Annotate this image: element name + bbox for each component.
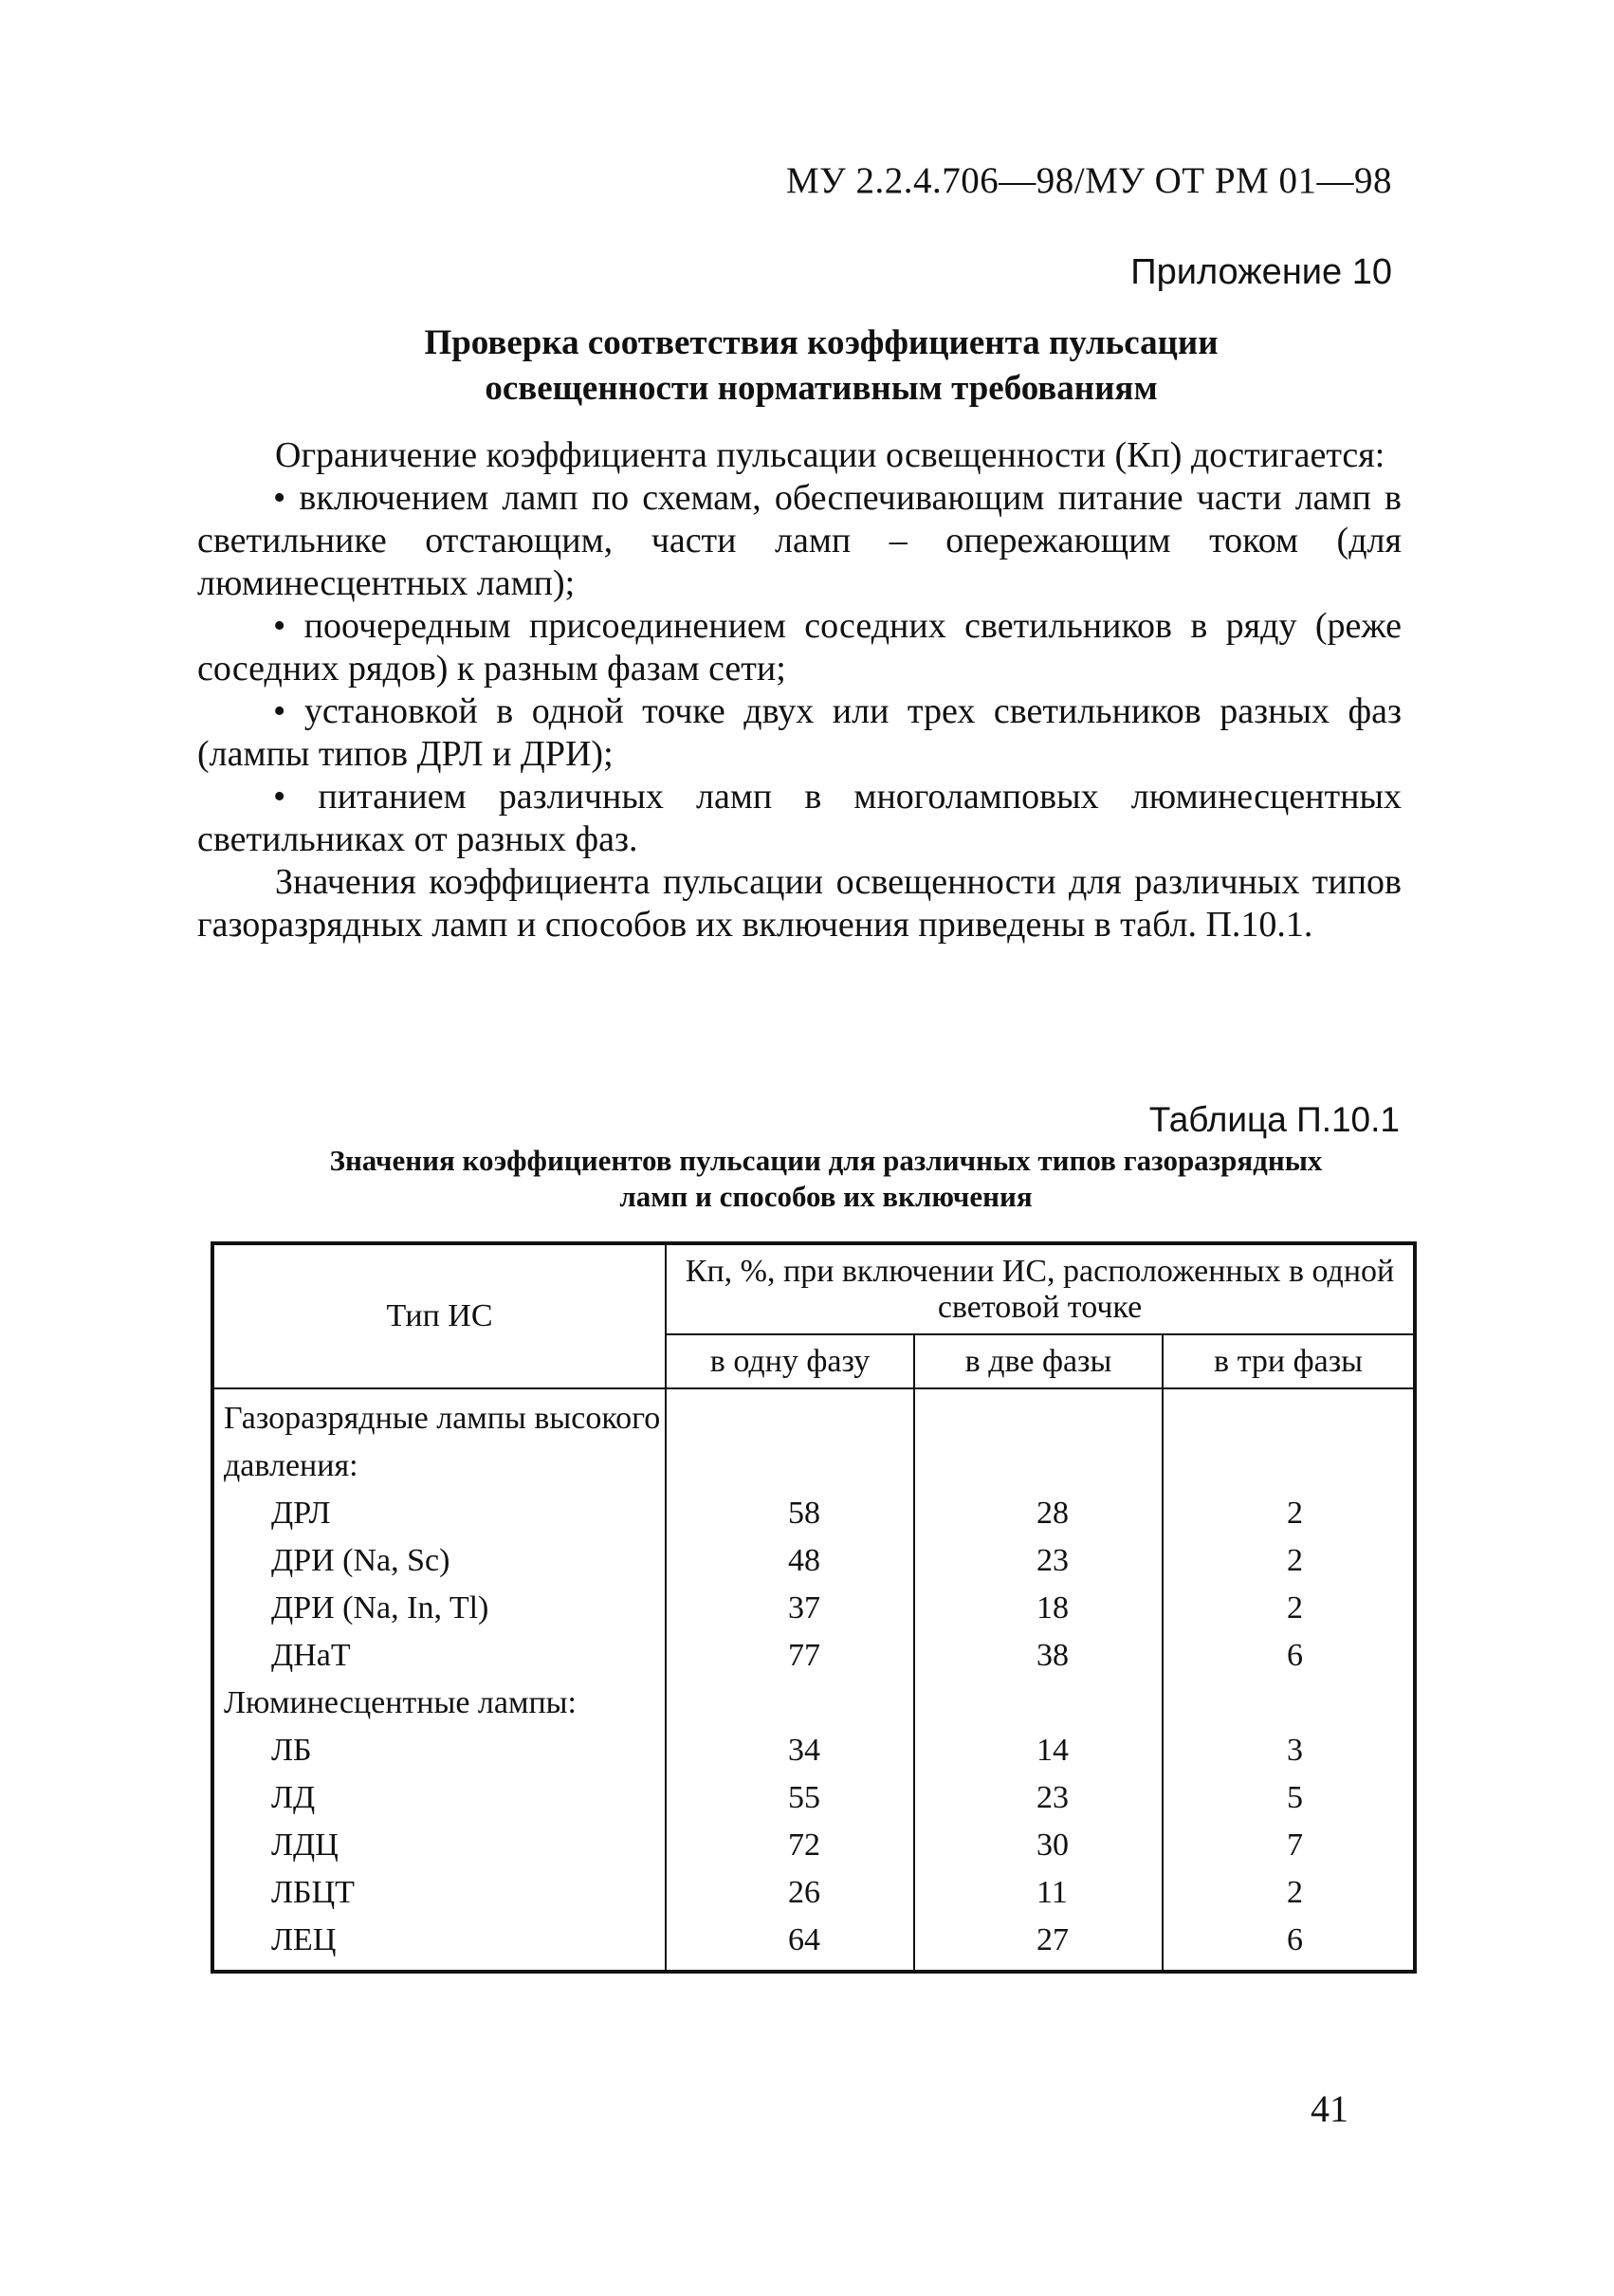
page-number: 41 <box>1311 2087 1348 2130</box>
value-three-phases: 6 <box>1163 1917 1415 1972</box>
empty-cell <box>914 1388 1163 1490</box>
value-three-phases: 3 <box>1163 1727 1415 1774</box>
bullet-item: • включением ламп по схемам, обеспечивающим питание части ламп в светильнике отстающим, части ламп – опережающим током (для люминесцентных ламп); <box>197 478 1402 603</box>
bullet-item: • установкой в одной точке двух или трех светильников разных фаз (лампы типов ДРЛ и ДРИ); <box>197 691 1402 774</box>
value-three-phases: 2 <box>1163 1537 1415 1585</box>
section-title-line-2: освещенности нормативным требованиям <box>485 369 1158 408</box>
bullet-item: • питанием различных ламп в многоламповых люминесцентных светильниках от разных фаз. <box>197 777 1402 859</box>
value-one-phase: 72 <box>666 1822 914 1869</box>
value-one-phase: 26 <box>666 1869 914 1917</box>
value-two-phases: 38 <box>914 1632 1163 1680</box>
lamp-type: ДНаТ <box>212 1632 666 1680</box>
lamp-type: ЛБ <box>212 1727 666 1774</box>
group-label: Газоразрядные лампы высокого давления: <box>212 1388 666 1490</box>
value-two-phases: 18 <box>914 1585 1163 1632</box>
value-two-phases: 23 <box>914 1537 1163 1585</box>
table-row <box>212 1822 1415 1869</box>
value-one-phase: 77 <box>666 1632 914 1680</box>
value-three-phases: 2 <box>1163 1490 1415 1537</box>
appendix-label: Приложение 10 <box>1130 252 1392 292</box>
lamp-type: ЛДЦ <box>212 1822 666 1869</box>
pulsation-table <box>211 1241 1417 1974</box>
table-row <box>212 1537 1415 1585</box>
section-title <box>0 321 1614 412</box>
value-three-phases: 5 <box>1163 1774 1415 1822</box>
table-row <box>212 1585 1415 1632</box>
table-row <box>212 1774 1415 1822</box>
value-two-phases: 23 <box>914 1774 1163 1822</box>
value-three-phases: 7 <box>1163 1822 1415 1869</box>
column-header-two-phases: в две фазы <box>914 1334 1163 1388</box>
column-header-one-phase: в одну фазу <box>666 1334 914 1388</box>
table-row <box>212 1869 1415 1917</box>
value-three-phases: 2 <box>1163 1585 1415 1632</box>
empty-cell <box>666 1680 914 1727</box>
lamp-type: ДРИ (Na, In, Tl) <box>212 1585 666 1632</box>
value-one-phase: 58 <box>666 1490 914 1537</box>
body-text <box>197 434 1402 946</box>
table-label: Таблица П.10.1 <box>1148 1100 1400 1139</box>
lamp-type: ЛД <box>212 1774 666 1822</box>
bullet-item: • поочередным присоединением соседних светильников в ряду (реже соседних рядов) к разным фазам сети; <box>197 606 1402 689</box>
table-row <box>212 1490 1415 1537</box>
group-row <box>212 1680 1415 1727</box>
value-two-phases: 27 <box>914 1917 1163 1972</box>
value-one-phase: 37 <box>666 1585 914 1632</box>
table-caption-line-1: Значения коэффициентов пульсации для различных типов газоразрядных <box>329 1144 1323 1177</box>
type-column-header: Тип ИС <box>212 1243 666 1388</box>
empty-cell <box>914 1680 1163 1727</box>
table-row <box>212 1917 1415 1972</box>
table-caption-line-2: ламп и способов их включения <box>619 1180 1033 1213</box>
column-header-three-phases: в три фазы <box>1163 1334 1415 1388</box>
table-row <box>212 1632 1415 1680</box>
table-row <box>212 1727 1415 1774</box>
value-two-phases: 28 <box>914 1490 1163 1537</box>
value-two-phases: 30 <box>914 1822 1163 1869</box>
value-two-phases: 14 <box>914 1727 1163 1774</box>
group-row <box>212 1388 1415 1490</box>
empty-cell <box>666 1388 914 1490</box>
lamp-type: ЛБЦТ <box>212 1869 666 1917</box>
document-code: МУ 2.2.4.706—98/МУ ОТ РМ 01—98 <box>785 160 1392 201</box>
lamp-type: ДРЛ <box>212 1490 666 1537</box>
lamp-type: ДРИ (Na, Sc) <box>212 1537 666 1585</box>
value-one-phase: 34 <box>666 1727 914 1774</box>
closing-paragraph: Значения коэффициента пульсации освещенности для различных типов газоразрядных ламп и способов их включения приведены в табл. П.10.1. <box>197 862 1402 945</box>
value-two-phases: 11 <box>914 1869 1163 1917</box>
intro-paragraph: Ограничение коэффициента пульсации освещенности (Кп) достигается: <box>275 435 1385 475</box>
empty-cell <box>1163 1680 1415 1727</box>
empty-cell <box>1163 1388 1415 1490</box>
value-one-phase: 55 <box>666 1774 914 1822</box>
value-one-phase: 64 <box>666 1917 914 1972</box>
value-three-phases: 2 <box>1163 1869 1415 1917</box>
group-label: Люминесцентные лампы: <box>212 1680 666 1727</box>
lamp-type: ЛЕЦ <box>212 1917 666 1972</box>
kp-group-header: Кп, %, при включении ИС, расположенных в одной световой точке <box>666 1243 1415 1334</box>
section-title-line-1: Проверка соответствия коэффициента пульсации <box>424 323 1219 362</box>
table-caption <box>0 1143 1614 1215</box>
value-one-phase: 48 <box>666 1537 914 1585</box>
value-three-phases: 6 <box>1163 1632 1415 1680</box>
